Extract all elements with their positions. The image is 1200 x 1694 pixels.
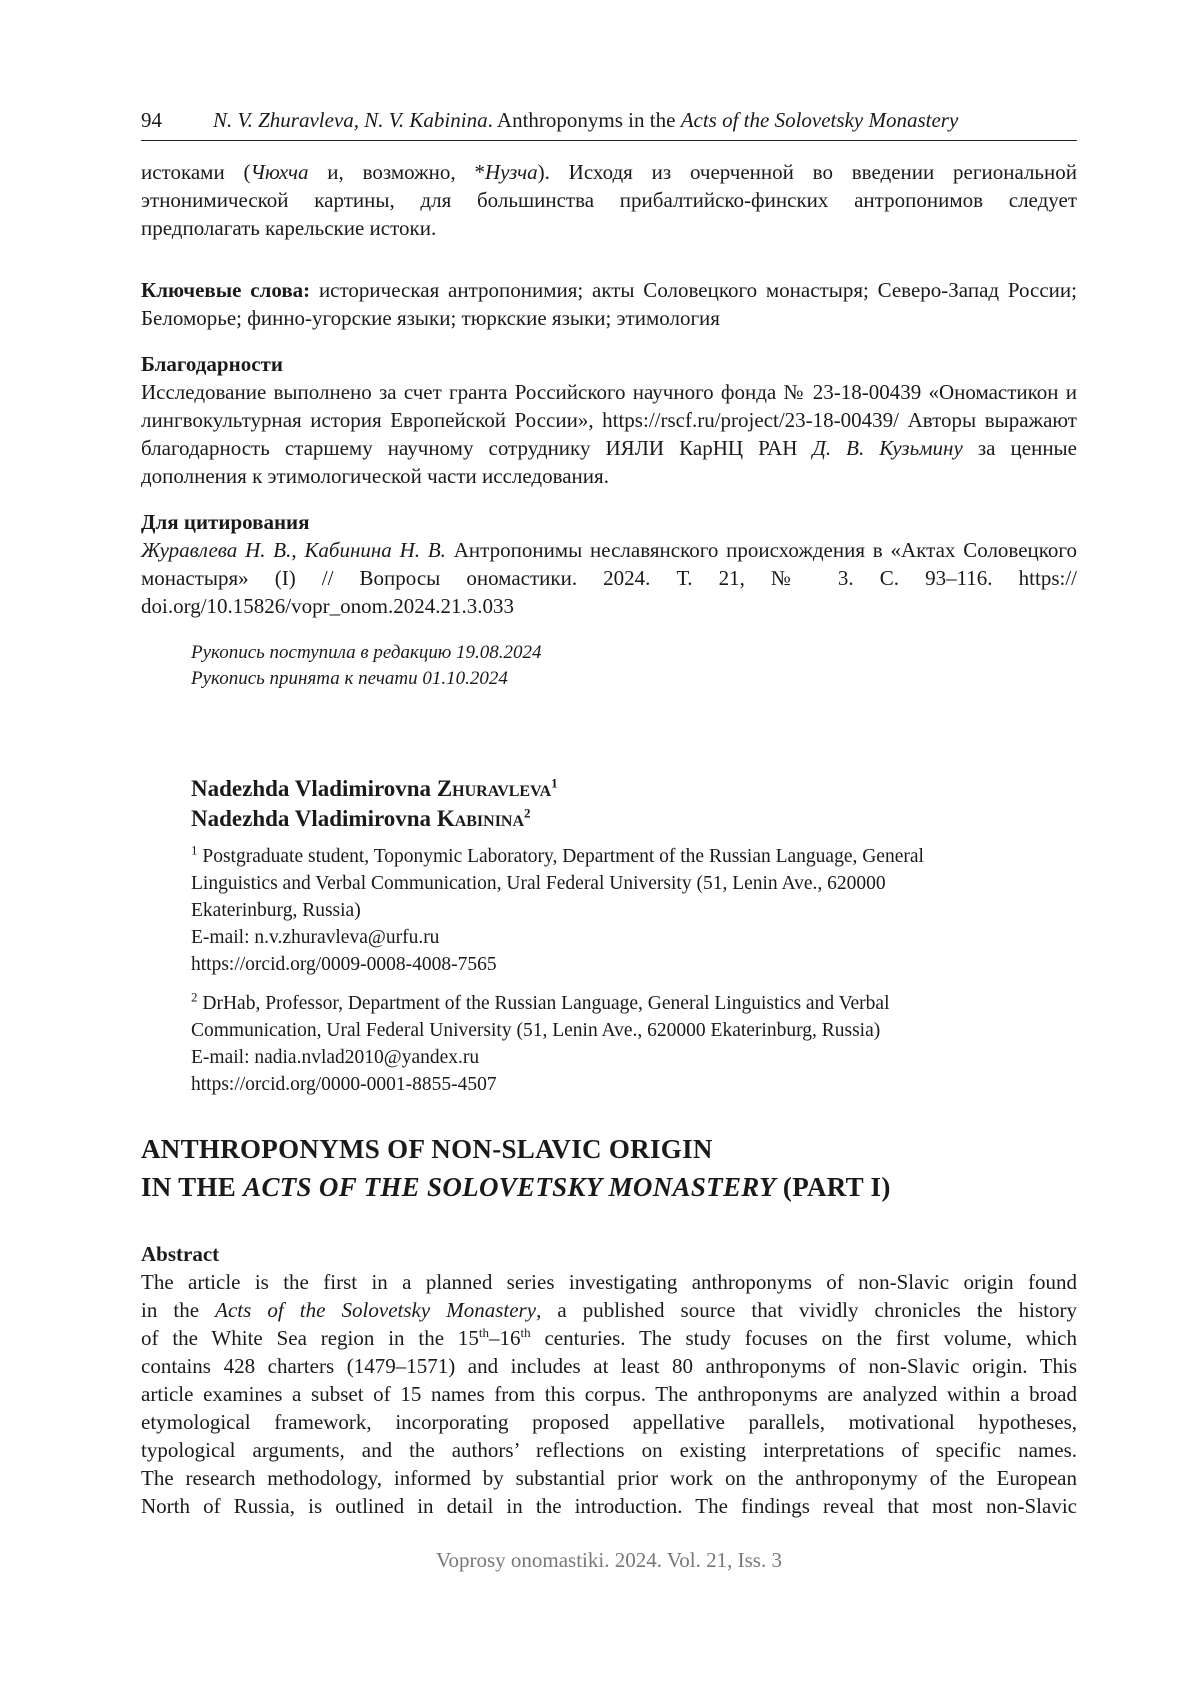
accepted-date: Рукопись принята к печати 01.10.2024 xyxy=(191,668,508,689)
affiliation-2-sup: 2 xyxy=(191,989,198,1005)
abstract-line-3 xyxy=(141,1324,1077,1352)
abstract-l3-sup2: th xyxy=(520,1325,531,1340)
abstract-line-7: typological arguments, and the authors’ reflections on existing interpretations of specific names. xyxy=(141,1438,1077,1462)
acknowledgments-name: Д. В. Кузьмину xyxy=(812,436,963,460)
abstract-l3-sup1: th xyxy=(478,1325,490,1340)
acknowledgments-text-1: Исследование выполнено за счет гранта Российского научного фонда № 23-18-00439 «Ономастикон и лингвокультурная история Европейской России», https://rscf.ru/project/23-18-00439/ Авторы выражают благодарность старшему научному сотруднику ИЯЛИ КарНЦ РАН xyxy=(141,380,1077,460)
affiliation-1-line-1: Postgraduate student, Toponymic Laboratory, Department of the Russian Language, General xyxy=(197,846,924,867)
header-authors: N. V. Zhuravleva, N. V. Kabinina xyxy=(213,108,488,132)
abstract-line-1: The article is the first in a planned series investigating anthroponyms of non-Slavic origin found xyxy=(141,1270,1077,1294)
citation-heading: Для цитирования xyxy=(141,510,310,534)
affiliation-1-orcid[interactable]: https://orcid.org/0009-0008-4008-7565 xyxy=(191,954,497,975)
abstract-line-8: The research methodology, informed by substantial prior work on the anthroponymy of the European xyxy=(141,1466,1077,1490)
acknowledgments-heading: Благодарности xyxy=(141,352,283,376)
keywords xyxy=(141,276,1077,332)
affiliation-1-sup: 1 xyxy=(191,842,198,858)
affiliation-1-line-2: Linguistics and Verbal Communication, Ural Federal University (51, Lenin Ave., 620000 xyxy=(191,873,886,894)
intro-italic-1: Чюхча xyxy=(250,160,309,184)
affiliation-2-email[interactable]: E-mail: nadia.nvlad2010@yandex.ru xyxy=(191,1047,480,1068)
affiliation-2-line-2: Communication, Ural Federal University (51, Lenin Ave., 620000 Ekaterinburg, Russia) xyxy=(191,1020,881,1041)
affiliation-1 xyxy=(191,843,1077,978)
received-date: Рукопись поступила в редакцию 19.08.2024 xyxy=(191,642,542,663)
affiliation-1-email[interactable]: E-mail: n.v.zhuravleva@urfu.ru xyxy=(191,927,440,948)
affiliation-2-line-1: DrHab, Professor, Department of the Russian Language, General Linguistics and Verbal xyxy=(197,993,890,1014)
author-2-sup: 2 xyxy=(524,805,531,821)
author-2-surname: Kabinina xyxy=(436,806,525,831)
intro-text-2: и, возможно, * xyxy=(308,160,485,184)
article-title-line-2 xyxy=(141,1168,891,1206)
abstract-heading: Abstract xyxy=(141,1242,220,1266)
intro-text-3: ). Исходя из очерченной во введении региональной этнонимической картины, для большинства прибалтийско-финских антропонимов следует предполагать карельские истоки. xyxy=(141,160,1077,240)
abstract-l3a: of the White Sea region in the 15 xyxy=(141,1326,479,1350)
article-title xyxy=(141,1130,891,1206)
abstract-l2b: , a published source that vividly chronicles the history xyxy=(536,1298,1077,1322)
article-title-suffix: (PART I) xyxy=(775,1172,891,1202)
abstract-l2i: Acts of the Solovetsky Monastery xyxy=(215,1298,537,1322)
journal-footer: Voprosy onomastiki. 2024. Vol. 21, Iss. 3 xyxy=(436,1548,782,1572)
page-number: 94 xyxy=(141,108,162,132)
author-1 xyxy=(191,774,558,804)
abstract-line-9: North of Russia, is outlined in detail in the introduction. The findings reveal that most non-Slavic xyxy=(141,1494,1077,1518)
abstract-l2a: in the xyxy=(141,1298,216,1322)
header-title-italic: Acts of the Solovetsky Monastery xyxy=(680,108,959,132)
affiliation-1-line-3: Ekaterinburg, Russia) xyxy=(191,900,361,921)
article-title-prefix: IN THE xyxy=(141,1172,244,1202)
header-title-prefix: . Anthroponyms in the xyxy=(487,108,681,132)
author-1-sup: 1 xyxy=(551,775,558,791)
author-2 xyxy=(191,804,558,834)
abstract-line-5: article examines a subset of 15 names from this corpus. The anthroponyms are analyzed within a broad xyxy=(141,1382,1077,1406)
abstract-line-4: contains 428 charters (1479–1571) and includes at least 80 anthroponyms of non-Slavic origin. This xyxy=(141,1354,1077,1378)
article-title-line-1: ANTHROPONYMS OF NON-SLAVIC ORIGIN xyxy=(141,1134,713,1164)
citation-authors: Журавлева Н. В., Кабинина Н. В. xyxy=(141,538,446,562)
acknowledgments-text-2: за ценные дополнения к этимологической части исследования. xyxy=(141,436,1077,488)
author-1-surname: Zhuravleva xyxy=(436,776,552,801)
author-2-given: Nadezhda Vladimirovna xyxy=(191,806,437,831)
keywords-label: Ключевые слова: xyxy=(141,278,311,302)
intro-italic-2: Нузча xyxy=(484,160,538,184)
intro-text-1: истоками ( xyxy=(141,160,251,184)
acknowledgments xyxy=(141,350,1077,490)
abstract-l3b: –16 xyxy=(489,1326,521,1350)
affiliation-2 xyxy=(191,990,1077,1098)
running-header xyxy=(141,100,1077,141)
article-title-italic: ACTS OF THE SOLOVETSKY MONASTERY xyxy=(243,1172,776,1202)
abstract-l3c: centuries. The study focuses on the first volume, which xyxy=(530,1326,1077,1350)
citation-text: Антропонимы неславянского происхождения в «Актах Соловецкого монастыря» (I) // Вопросы ономастики. 2024. Т. 21, № 3. С. 93–116. https:// doi.org/10.15826/vopr_onom.2024.21.3.033 xyxy=(141,538,1077,618)
intro-paragraph xyxy=(141,158,1077,242)
keywords-text: историческая антропонимия; акты Соловецкого монастыря; Северо-Запад России; Беломорье; финно-угорские языки; тюркские языки; этимология xyxy=(141,278,1077,330)
abstract-line-2 xyxy=(141,1296,1077,1324)
authors-en xyxy=(191,774,558,834)
affiliation-2-orcid[interactable]: https://orcid.org/0000-0001-8855-4507 xyxy=(191,1074,497,1095)
abstract-body xyxy=(141,1268,1077,1520)
citation xyxy=(141,508,1077,620)
abstract-line-6: etymological framework, incorporating proposed appellative parallels, motivational hypotheses, xyxy=(141,1410,1077,1434)
author-1-given: Nadezhda Vladimirovna xyxy=(191,776,437,801)
